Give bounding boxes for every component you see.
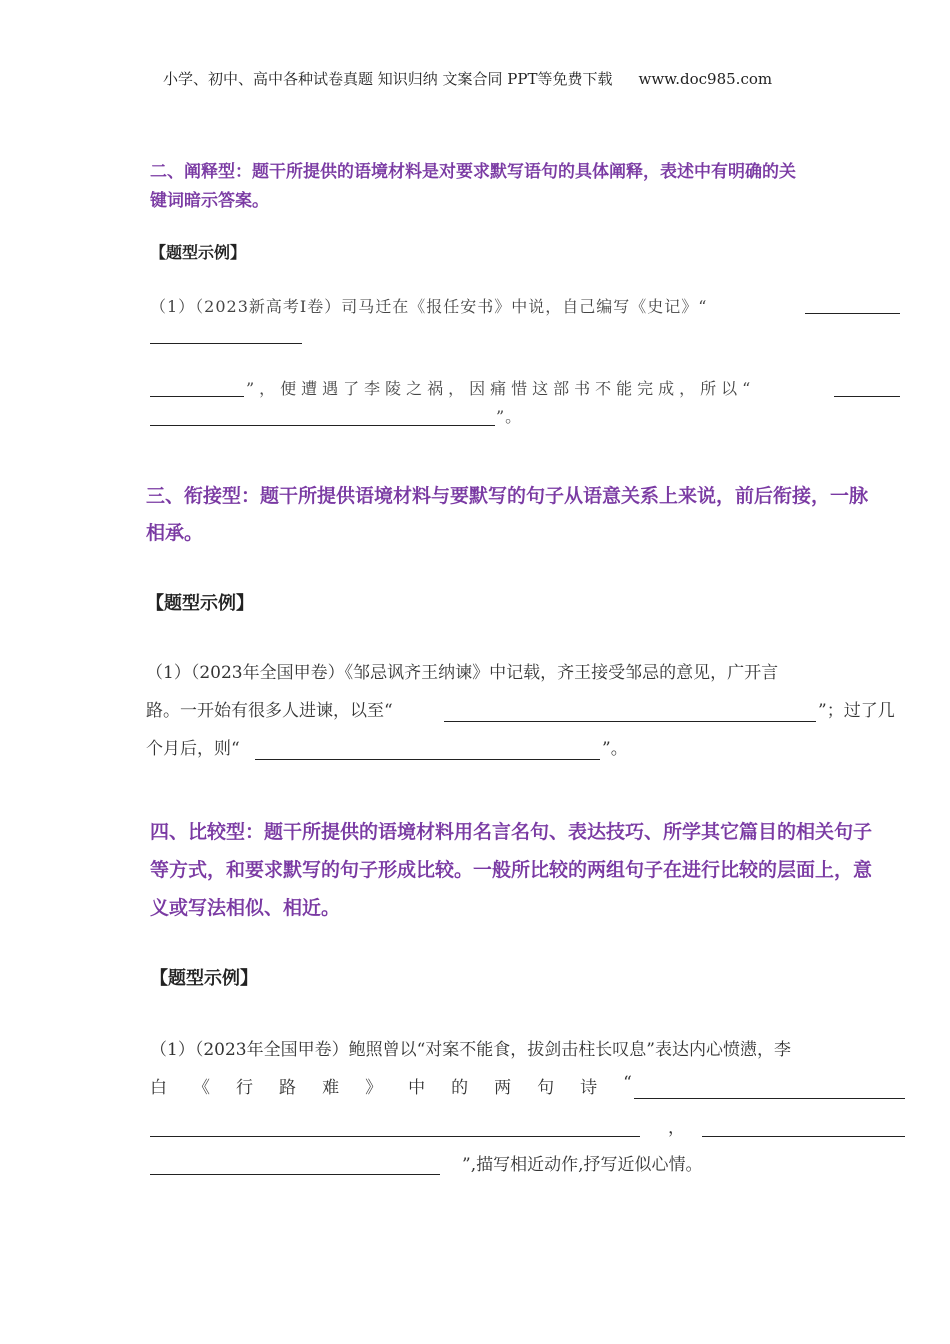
poem-title-char: 难 [322,1078,340,1098]
section2-question-line1: （1）（2023新高考Ⅰ卷）司马迁在《报任安书》中说，自己编写《史记》“ [150,297,708,316]
poem-title-char: 的 [451,1078,469,1098]
section3-question-line3-end: ”。 [602,739,628,759]
answer-blank[interactable] [444,721,816,722]
answer-blank[interactable] [805,313,900,314]
section2-title-line2: 键词暗示答案。 [150,191,269,211]
answer-blank[interactable] [834,396,900,397]
answer-blank[interactable] [150,1174,440,1175]
section2-question-line3: ”，便遭遇了李陵之祸，因痛惜这部书不能完成，所以“ [246,379,756,398]
section4-title-line2: 等方式，和要求默写的句子形成比较。一般所比较的两组句子在进行比较的层面上，意 [150,859,873,881]
section3-question-line1: （1）（2023年全国甲卷）《邹忌讽齐王纳谏》中记载，齐王接受邹忌的意见，广开言 [146,663,779,683]
answer-blank[interactable] [150,396,244,397]
section3-example-label: 【题型示例】 [146,593,254,614]
answer-blank[interactable] [150,343,302,344]
header-site-link[interactable]: www.doc985.com [638,70,773,88]
poem-title-char: 白 [150,1078,167,1098]
section3-title-line2: 相承。 [146,522,204,544]
poem-title-char: 行 [236,1078,254,1098]
poem-title-char: 中 [408,1078,426,1098]
section3-question-line2-end: ”；过了几 [818,701,895,721]
section4-title-line1: 四、比较型：题干所提供的语境材料用名言名句、表达技巧、所学其它篇目的相关句子 [150,821,873,843]
section3-title-line1: 三、衔接型：题干所提供语境材料与要默写的句子从语意关系上来说，前后衔接，一脉 [146,485,869,507]
section4-example-label: 【题型示例】 [150,968,258,989]
section4-question-line2 [150,1073,632,1098]
answer-blank[interactable] [150,1136,640,1137]
section4-question-line4-end: ”,描写相近动作,抒写近似心情。 [462,1155,703,1175]
section4-question-line1: （1）（2023年全国甲卷）鲍照曾以“对案不能食，拔剑击柱长叹息”表达内心愤懑，李 [150,1040,791,1060]
answer-blank[interactable] [702,1136,905,1137]
section3-question-line2-start: 路。一开始有很多人进谏，以至“ [146,701,393,721]
section3-question-line3-start: 个月后，则“ [146,739,240,759]
page-header [163,68,772,89]
answer-blank[interactable] [255,759,600,760]
poem-title-char: “ [623,1073,632,1093]
poem-title-char: 《 [193,1078,211,1098]
answer-blank[interactable] [634,1098,905,1099]
poem-title-char: 》 [365,1078,383,1098]
poem-title-char: 路 [279,1078,297,1098]
section2-title-line1: 二、阐释型：题干所提供的语境材料是对要求默写语句的具体阐释，表述中有明确的关 [150,162,796,182]
section2-question-end: ”。 [496,407,523,426]
section2-example-label: 【题型示例】 [150,243,247,262]
section4-question-comma: ， [668,1118,685,1138]
section4-title-line3: 义或写法相似、相近。 [150,897,341,919]
poem-title-char: 诗 [580,1078,598,1098]
answer-blank[interactable] [150,425,495,426]
poem-title-char: 两 [494,1078,512,1098]
poem-title-char: 句 [537,1078,555,1098]
header-categories: 小学、初中、高中各种试卷真题 知识归纳 文案合同 PPT等免费下载 [163,70,613,88]
